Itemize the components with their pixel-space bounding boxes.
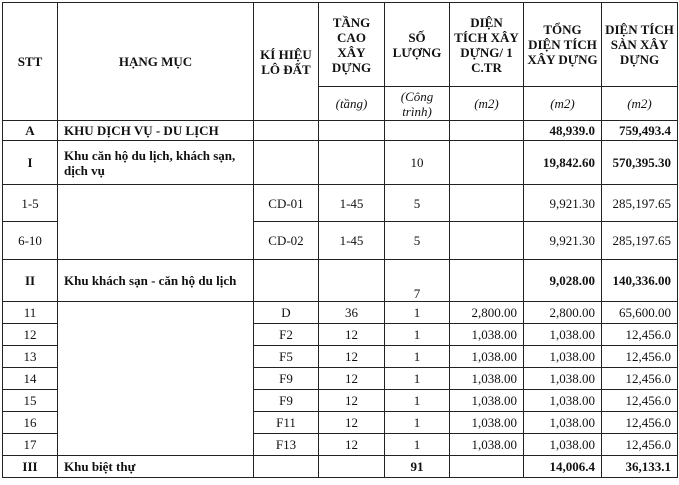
cell-ki-hieu: D (254, 302, 319, 324)
cell-dien-tich (450, 121, 524, 141)
cell-stt: 6-10 (3, 222, 58, 260)
header-san-xay-dung: DIỆN TÍCH SÀN XÂY DỰNG (602, 3, 678, 87)
cell-tang (319, 260, 385, 302)
cell-dien-tich (450, 260, 524, 302)
cell-stt: 15 (3, 390, 58, 412)
cell-ki-hieu: F2 (254, 324, 319, 346)
cell-hang-muc: Khu khách sạn - căn hộ du lịch (58, 260, 254, 302)
header-dien-tich-xd: DIỆN TÍCH XÂY DỰNG/ 1 C.TR (450, 3, 524, 87)
cell-dien-tich (450, 141, 524, 185)
cell-ki-hieu: F13 (254, 434, 319, 456)
cell-ki-hieu (254, 121, 319, 141)
cell-so-luong: 10 (385, 141, 450, 185)
cell-tong: 1,038.00 (524, 412, 602, 434)
header-so-luong: SỐ LƯỢNG (385, 3, 450, 87)
cell-ki-hieu (254, 141, 319, 185)
cell-san: 12,456.0 (602, 434, 678, 456)
cell-so-luong: 1 (385, 412, 450, 434)
cell-stt: I (3, 141, 58, 185)
header-ki-hieu: KÍ HIỆU LÔ ĐẤT (254, 3, 319, 121)
cell-so-luong: 1 (385, 324, 450, 346)
cell-stt: II (3, 260, 58, 302)
cell-stt: 14 (3, 368, 58, 390)
cell-ki-hieu: CD-02 (254, 222, 319, 260)
cell-tong: 19,842.60 (524, 141, 602, 185)
table-row (3, 141, 678, 185)
cell-dien-tich (450, 222, 524, 260)
table-row (3, 260, 678, 302)
cell-so-luong: 1 (385, 346, 450, 368)
cell-hang-muc: KHU DỊCH VỤ - DU LỊCH (58, 121, 254, 141)
cell-so-luong: 1 (385, 302, 450, 324)
cell-so-luong: 1 (385, 390, 450, 412)
cell-tang (319, 121, 385, 141)
cell-stt: 13 (3, 346, 58, 368)
header-tang-cao: TẦNG CAO XÂY DỰNG (319, 3, 385, 87)
cell-ki-hieu: F11 (254, 412, 319, 434)
land-use-table (2, 2, 678, 478)
unit-so-luong: (Công trình) (385, 87, 450, 121)
header-hang-muc: HẠNG MỤC (58, 3, 254, 121)
cell-stt: 1-5 (3, 185, 58, 222)
unit-san-xay-dung: (m2) (602, 87, 678, 121)
cell-san: 570,395.30 (602, 141, 678, 185)
unit-dien-tich-xd: (m2) (450, 87, 524, 121)
cell-tong: 1,038.00 (524, 434, 602, 456)
cell-tang (319, 456, 385, 478)
cell-dien-tich: 1,038.00 (450, 324, 524, 346)
cell-tong: 1,038.00 (524, 346, 602, 368)
cell-dien-tich (450, 456, 524, 478)
cell-san: 12,456.0 (602, 346, 678, 368)
cell-tang: 12 (319, 390, 385, 412)
cell-san: 12,456.0 (602, 368, 678, 390)
cell-tong: 9,028.00 (524, 260, 602, 302)
cell-dien-tich: 1,038.00 (450, 368, 524, 390)
header-stt: STT (3, 3, 58, 121)
cell-dien-tich: 2,800.00 (450, 302, 524, 324)
cell-so-luong: 91 (385, 456, 450, 478)
cell-hang-muc-empty (58, 185, 254, 260)
cell-tang (319, 141, 385, 185)
cell-ki-hieu: F9 (254, 390, 319, 412)
cell-ki-hieu: F9 (254, 368, 319, 390)
cell-san: 140,336.00 (602, 260, 678, 302)
table-row (3, 302, 678, 324)
table-row (3, 185, 678, 222)
cell-san: 65,600.00 (602, 302, 678, 324)
cell-tong: 48,939.0 (524, 121, 602, 141)
cell-dien-tich: 1,038.00 (450, 434, 524, 456)
cell-tang: 1-45 (319, 222, 385, 260)
cell-tong: 1,038.00 (524, 324, 602, 346)
cell-tang: 12 (319, 346, 385, 368)
cell-tang: 1-45 (319, 185, 385, 222)
cell-tang: 36 (319, 302, 385, 324)
cell-san: 12,456.0 (602, 412, 678, 434)
cell-stt: A (3, 121, 58, 141)
unit-tong-dien-tich: (m2) (524, 87, 602, 121)
cell-tong: 9,921.30 (524, 185, 602, 222)
cell-dien-tich: 1,038.00 (450, 412, 524, 434)
cell-ki-hieu (254, 456, 319, 478)
cell-tang: 12 (319, 324, 385, 346)
cell-tang: 12 (319, 434, 385, 456)
cell-ki-hieu: F5 (254, 346, 319, 368)
header-tong-dien-tich: TỔNG DIỆN TÍCH XÂY DỰNG (524, 3, 602, 87)
cell-tong: 1,038.00 (524, 390, 602, 412)
cell-so-luong (385, 121, 450, 141)
cell-san: 12,456.0 (602, 390, 678, 412)
cell-tong: 9,921.30 (524, 222, 602, 260)
cell-hang-muc-empty (58, 302, 254, 456)
table-row (3, 121, 678, 141)
cell-stt: 11 (3, 302, 58, 324)
cell-ki-hieu (254, 260, 319, 302)
header-row (3, 3, 678, 87)
cell-san: 12,456.0 (602, 324, 678, 346)
cell-stt: III (3, 456, 58, 478)
cell-stt: 12 (3, 324, 58, 346)
cell-ki-hieu: CD-01 (254, 185, 319, 222)
cell-tong: 1,038.00 (524, 368, 602, 390)
cell-tong: 14,006.4 (524, 456, 602, 478)
table-row (3, 456, 678, 478)
cell-hang-muc: Khu biệt thự (58, 456, 254, 478)
cell-dien-tich: 1,038.00 (450, 390, 524, 412)
cell-tang: 12 (319, 412, 385, 434)
cell-so-luong: 1 (385, 368, 450, 390)
cell-san: 285,197.65 (602, 185, 678, 222)
cell-tang: 12 (319, 368, 385, 390)
cell-hang-muc: Khu căn hộ du lịch, khách sạn, dịch vụ (58, 141, 254, 185)
cell-tong: 2,800.00 (524, 302, 602, 324)
cell-san: 759,493.4 (602, 121, 678, 141)
cell-san: 36,133.1 (602, 456, 678, 478)
cell-dien-tich (450, 185, 524, 222)
cell-so-luong: 5 (385, 222, 450, 260)
cell-stt: 17 (3, 434, 58, 456)
cell-so-luong: 7 (385, 260, 450, 302)
cell-so-luong: 5 (385, 185, 450, 222)
unit-tang-cao: (tầng) (319, 87, 385, 121)
cell-san: 285,197.65 (602, 222, 678, 260)
cell-dien-tich: 1,038.00 (450, 346, 524, 368)
cell-stt: 16 (3, 412, 58, 434)
cell-so-luong: 1 (385, 434, 450, 456)
